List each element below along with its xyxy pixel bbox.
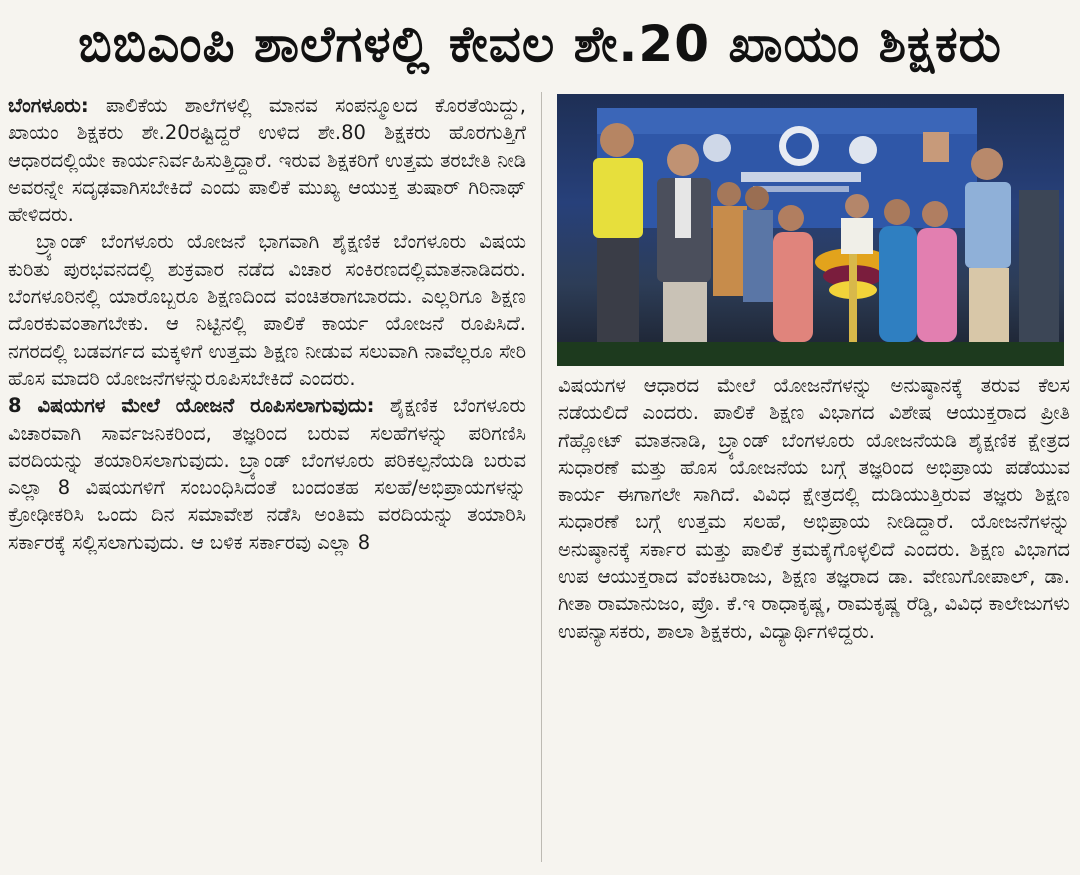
person-head: [667, 144, 699, 176]
byline: ಬೆಂಗಳೂರು:: [8, 94, 89, 117]
person-head: [600, 123, 634, 157]
paragraph-3: [8, 392, 526, 556]
emblem-icon: [703, 134, 731, 162]
seal-icon: [849, 136, 877, 164]
subheading: 8 ವಿಷಯಗಳ ಮೇಲೆ ಯೋಜನೆ ರೂಪಿಸಲಾಗುವುದು:: [8, 394, 375, 418]
person-pink-saree: [773, 232, 813, 342]
event-photo: [557, 94, 1064, 366]
column-divider: [541, 92, 542, 862]
person-yellow-shirt: [593, 158, 643, 238]
paragraph-3-text: ಶೈಕ್ಷಣಿಕ ಬೆಂಗಳೂರು ವಿಚಾರವಾಗಿ ಸಾರ್ವಜನಿಕರಿಂದ, ತಜ್ಞರಿಂದ ಬರುವ ಸಲಹೆಗಳನ್ನು ಪರಿಗಣಿಸಿ ವರದಿಯನ್ನು ತಯಾರಿಸಲಾಗುವುದು. ಬ್ರ್ಯಾಂಡ್ ಬೆಂಗಳೂರು ಪರಿಕಲ್ಪನೆಯಡಿ ಬರುವ ಎಲ್ಲಾ 8 ವಿಷಯಗಳಿಗೆ ಸಂಬಂಧಿಸಿದಂತೆ ಬಂದಂತಹ ಸಲಹೆ/ಅಭಿಪ್ರಾಯಗಳನ್ನು ಕ್ರೋಢೀಕರಿಸಿ ಒಂದು ದಿನ ಸಮಾವೇಶ ನಡೆಸಿ ಅಂತಿಮ ವರದಿಯನ್ನು ತಯಾರಿಸಿ ಸರ್ಕಾರಕ್ಕೆ ಸಲ್ಲಿಸಲಾಗುವುದು. ಆ ಬಳಿಕ ಸರ್ಕಾರವು ಎಲ್ಲಾ 8: [8, 394, 526, 554]
paragraph-4: ವಿಷಯಗಳ ಆಧಾರದ ಮೇಲೆ ಯೋಜನೆಗಳನ್ನು ಅನುಷ್ಠಾನಕ್ಕೆ ತರುವ ಕೆಲಸ ನಡೆಯಲಿದೆ ಎಂದರು. ಪಾಲಿಕೆ ಶಿಕ್ಷಣ ವಿಭಾಗದ ವಿಶೇಷ ಆಯುಕ್ತರಾದ ಪ್ರೀತಿ ಗೆಹ್ಲೋಟ್ ಮಾತನಾಡಿ, ಬ್ರ್ಯಾಂಡ್ ಬೆಂಗಳೂರು ಯೋಜನೆಯಡಿ ಶೈಕ್ಷಣಿಕ ಕ್ಷೇತ್ರದ ಸುಧಾರಣೆ ಮತ್ತು ಹೊಸ ಯೋಜನೆಯ ಬಗ್ಗೆ ತಜ್ಞರಿಂದ ಅಭಿಪ್ರಾಯ ಪಡೆಯುವ ಕಾರ್ಯ ಈಗಾಗಲೇ ಸಾಗಿದೆ. ವಿವಿಧ ಕ್ಷೇತ್ರದಲ್ಲಿ ದುಡಿಯುತ್ತಿರುವ ತಜ್ಞರು ಶಿಕ್ಷಣ ಸುಧಾರಣೆ ಬಗ್ಗೆ ಉತ್ತಮ ಸಲಹೆ, ಅಭಿಪ್ರಾಯ ನೀಡಿದ್ದಾರೆ. ಯೋಜನೆಗಳನ್ನು ಅನುಷ್ಠಾನಕ್ಕೆ ಸರ್ಕಾರ ಮತ್ತು ಪಾಲಿಕೆ ಕ್ರಮಕೈಗೊಳ್ಳಲಿದೆ ಎಂದರು. ಶಿಕ್ಷಣ ವಿಭಾಗದ ಉಪ ಆಯುಕ್ತರಾದ ವೆಂಕಟರಾಜು, ಶಿಕ್ಷಣ ತಜ್ಞರಾದ ಡಾ. ವೇಣುಗೋಪಾಲ್, ಡಾ. ಗೀತಾ ರಾಮಾನುಜಂ, ಪ್ರೊ. ಕೆ.ಇ ರಾಧಾಕೃಷ್ಣ, ರಾಮಕೃಷ್ಣ ರೆಡ್ಡಿ, ವಿವಿಧ ಕಾಲೇಜುಗಳು ಉಪನ್ಯಾಸಕರು, ಶಾಲಾ ಶಿಕ್ಷಕರು, ವಿದ್ಯಾರ್ಥಿಗಳಿದ್ದರು.: [558, 374, 1070, 643]
floor-plants: [557, 342, 1064, 366]
person-blue-shirt: [965, 182, 1011, 268]
person-blue-saree: [879, 226, 917, 342]
lamp-stand: [849, 244, 857, 342]
paragraph-1-text: ಪಾಲಿಕೆಯ ಶಾಲೆಗಳಲ್ಲಿ ಮಾನವ ಸಂಪನ್ಮೂಲದ ಕೊರತೆಯಿದ್ದು, ಖಾಯಂ ಶಿಕ್ಷಕರು ಶೇ.20ರಷ್ಟಿದ್ದರೆ ಉಳಿದ ಶೇ.80 ಶಿಕ್ಷಕರು ಹೊರಗುತ್ತಿಗೆ ಆಧಾರದಲ್ಲಿಯೇ ಕಾರ್ಯನಿರ್ವಹಿಸುತ್ತಿದ್ದಾರೆ. ಇರುವ ಶಿಕ್ಷಕರಿಗೆ ಉತ್ತಮ ತರಬೇತಿ ನೀಡಿ ಅವರನ್ನೇ ಸದೃಢವಾಗಿಸಬೇಕಿದೆ ಎಂದು ಪಾಲಿಕೆ ಮುಖ್ಯ ಆಯುಕ್ತ ತುಷಾರ್ ಗಿರಿನಾಥ್ ಹೇಳಿದರು.: [8, 94, 527, 227]
portrait-icon: [923, 132, 949, 162]
article-column-left: [8, 92, 526, 556]
paragraph-1: [8, 92, 526, 228]
person-pink-dress: [917, 228, 957, 342]
paragraph-2: ಬ್ರ್ಯಾಂಡ್ ಬೆಂಗಳೂರು ಯೋಜನೆ ಭಾಗವಾಗಿ ಶೈಕ್ಷಣಿಕ ಬೆಂಗಳೂರು ವಿಷಯ ಕುರಿತು ಪುರಭವನದಲ್ಲಿ ಶುಕ್ರವಾರ ನಡೆದ ವಿಚಾರ ಸಂಕಿರಣದಲ್ಲಿಮಾತನಾಡಿದರು. ಬೆಂಗಳೂರಿನಲ್ಲಿ ಯಾರೊಬ್ಬರೂ ಶಿಕ್ಷಣದಿಂದ ವಂಚಿತರಾಗಬಾರದು. ಎಲ್ಲರಿಗೂ ಶಿಕ್ಷಣ ದೊರಕುವಂತಾಗಬೇಕು. ಆ ನಿಟ್ಟಿನಲ್ಲಿ ಪಾಲಿಕೆ ಕಾರ್ಯ ಯೋಜನೆ ರೂಪಿಸಿದೆ. ನಗರದಲ್ಲಿ ಬಡವರ್ಗದ ಮಕ್ಕಳಿಗೆ ಉತ್ತಮ ಶಿಕ್ಷಣ ನೀಡುವ ಸಲುವಾಗಿ ನಾವೆಲ್ಲರೂ ಸೇರಿ ಹೊಸ ಮಾದರಿ ಯೋಜನೆಗಳನ್ನುರೂಪಿಸಬೇಕಿದೆ ಎಂದರು.: [8, 230, 526, 390]
article-column-right: [558, 372, 1070, 645]
headline: ಬಿಬಿಎಂಪಿ ಶಾಲೆಗಳಲ್ಲಿ ಕೇವಲ ಶೇ.20 ಖಾಯಂ ಶಿಕ್ಷಕರು: [78, 15, 1002, 73]
